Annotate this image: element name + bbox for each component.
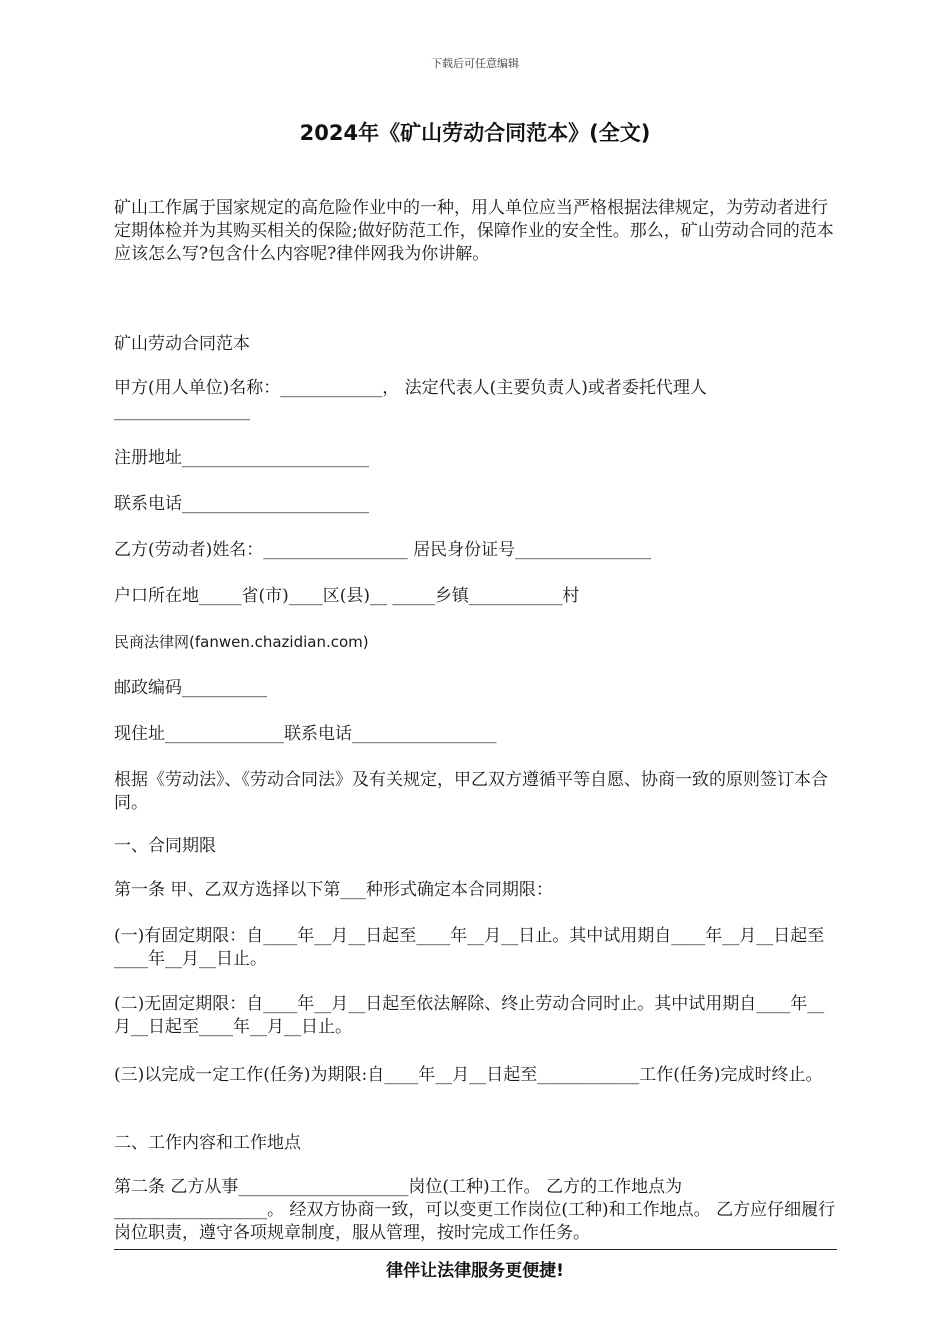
section-heading-work: 二、工作内容和工作地点 <box>114 1133 301 1153</box>
party-a-line: 甲方(用人单位)名称：____________， 法定代表人(主要负责人)或者委托代理人________________ <box>114 378 707 421</box>
header-note: 下载后可任意编辑 <box>431 57 519 70</box>
page-title: 2024年《矿山劳动合同范本》(全文) <box>299 121 651 145</box>
footer-rule <box>114 1249 837 1250</box>
intro-paragraph: 矿山工作属于国家规定的高危险作业中的一种，用人单位应当严格根据法律规定，为劳动者进行定期体检并为其购买相关的保险;做好防范工作，保障作业的安全性。那么，矿山劳动合同的范本应该怎么写?包含什么内容呢?律伴网我为你讲解。 <box>114 198 834 264</box>
party-b-line: 乙方(劳动者)姓名：_________________ 居民身份证号________________ <box>114 540 652 560</box>
footer-slogan: 律伴让法律服务更便捷! <box>386 1261 564 1281</box>
postal-code-line: 邮政编码__________ <box>114 678 267 698</box>
doc-heading: 矿山劳动合同范本 <box>114 334 250 354</box>
current-address-line: 现住址______________联系电话_________________ <box>114 724 497 744</box>
term-task: (三)以完成一定工作(任务)为期限:自____年__月__日起至____________工作(任务)完成时终止。 <box>114 1065 823 1085</box>
article-two: 第二条 乙方从事____________________岗位(工种)工作。 乙方的工作地点为__________________。 经双方协商一致，可以变更工作岗位(工种)和工作地点。 乙方应仔细履行岗位职责，遵守各项规章制度，服从管理，按时完成工作任务。 <box>114 1177 836 1243</box>
term-open: (二)无固定期限：自____年__月__日起至依法解除、终止劳动合同时止。其中试用期自____年__月__日起至____年__月__日止。 <box>114 994 825 1037</box>
section-heading-term: 一、合同期限 <box>114 836 216 856</box>
hukou-line: 户口所在地_____省(市)____区(县)__ _____乡镇___________村 <box>114 586 580 606</box>
website-line: 民商法律网(fanwen.chazidian.com) <box>114 633 369 651</box>
registered-address-line: 注册地址______________________ <box>114 448 369 468</box>
article-one: 第一条 甲、乙双方选择以下第___种形式确定本合同期限： <box>114 880 553 900</box>
term-fixed: (一)有固定期限：自____年__月__日起至____年__月__日止。其中试用期自____年__月__日起至____年__月__日止。 <box>114 926 825 969</box>
basis-paragraph: 根据《劳动法》、《劳动合同法》及有关规定，甲乙双方遵循平等自愿、协商一致的原则签订本合同。 <box>114 770 828 813</box>
contact-phone-line: 联系电话______________________ <box>114 494 369 514</box>
